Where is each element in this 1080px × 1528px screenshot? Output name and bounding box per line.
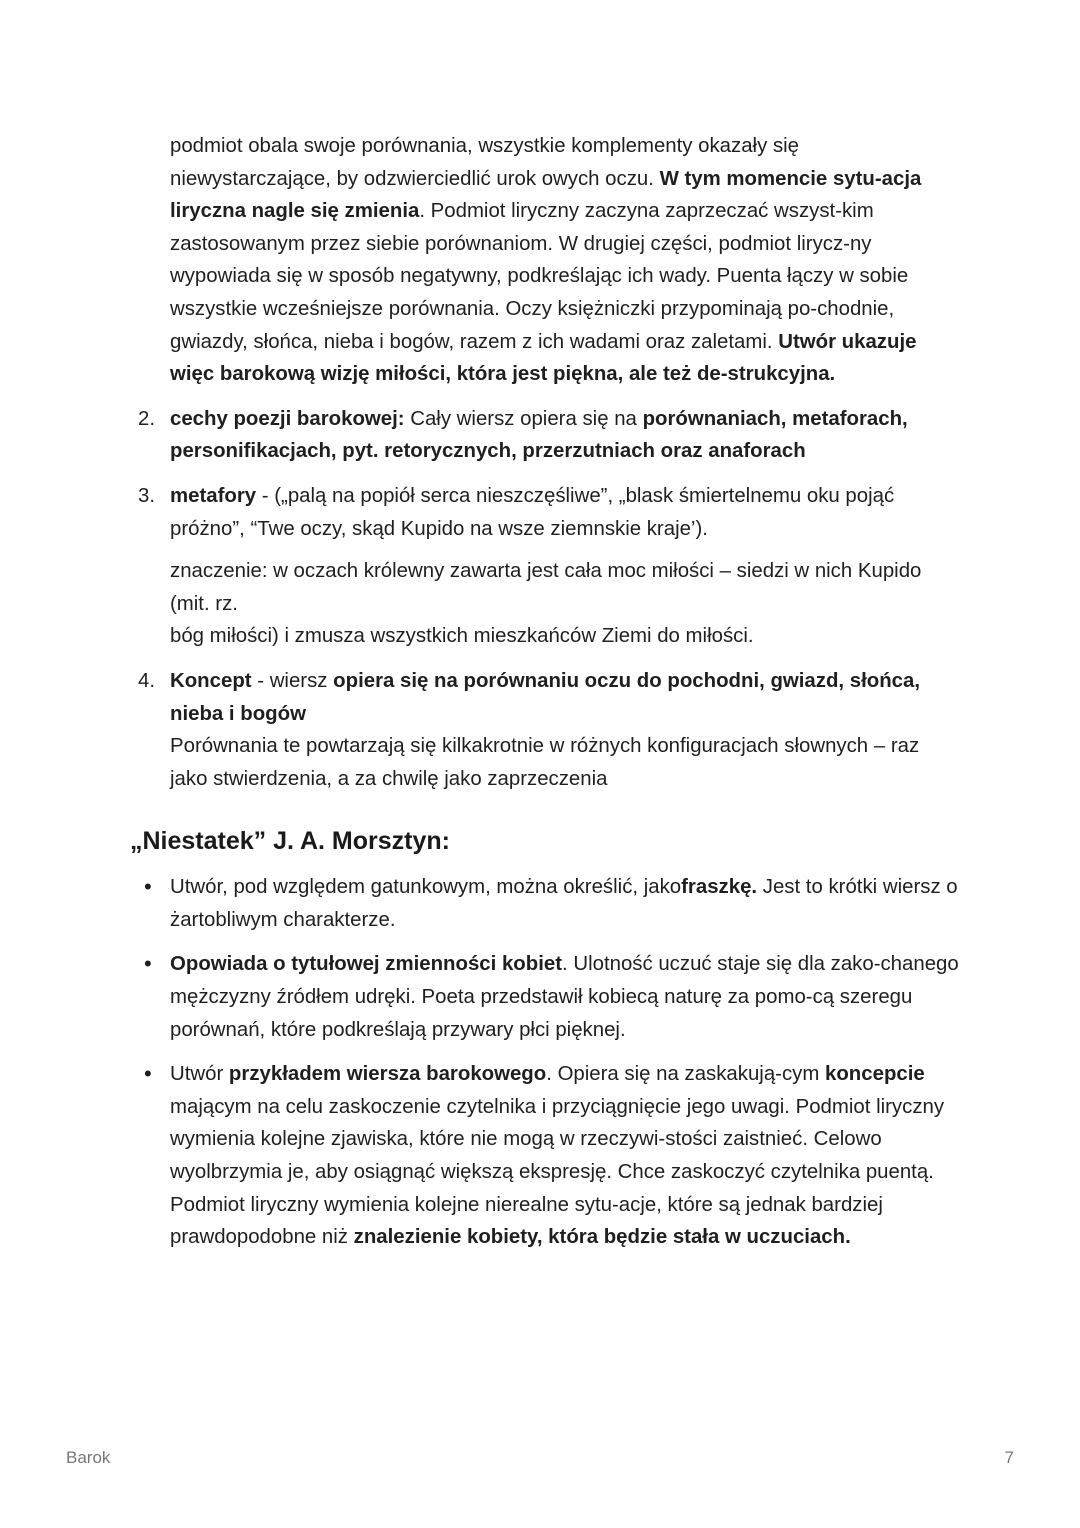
page-number: 7 <box>1004 1448 1014 1467</box>
list-item-3 <box>138 480 960 545</box>
intro-paragraph <box>170 130 960 391</box>
bullet-dot-icon: • <box>144 951 152 977</box>
text-run-bold: fraszkę. <box>681 876 758 899</box>
list-number: 3. <box>138 484 156 507</box>
page-content <box>0 130 1080 1254</box>
list-item-2 <box>138 403 960 468</box>
text-run: . Podmiot liryczny zaczyna zaprzeczać wszyst-kim zastosowanym przez siebie porównaniom. W drugiej części, podmiot lirycz-ny wypowiada się w sposób negatywny, podkreślając ich wady. Puenta łączy w sobie wszystkie wcześniejsze porównania. Oczy księżniczki przypominają po-chodnie, gwiazdy, słońca, nieba i bogów, razem z ich wadami oraz zaletami. <box>170 200 909 353</box>
bullet-item <box>144 1058 960 1254</box>
bullet-item <box>144 948 960 1046</box>
text-run: . Opiera się na zaskakują-cym <box>546 1063 826 1086</box>
text-run-bold: Opowiada o tytułowej zmienności kobiet <box>170 953 563 976</box>
list-item-extra: Porównania te powtarzają się kilkakrotnie w różnych konfiguracjach słownych – raz jako stwierdzenia, a za chwilę jako zaprzeczenia <box>170 735 920 790</box>
list-number: 4. <box>138 669 156 692</box>
text-run-bold: cechy poezji barokowej: <box>170 407 405 430</box>
text-run-bold: znalezienie kobiety, która będzie stała w uczuciach. <box>353 1226 851 1249</box>
text-run: Utwór <box>170 1063 229 1086</box>
text-run-bold: opiera się na porównaniu oczu do pochodni, gwiazd, słońca, nieba i bogów <box>170 669 921 725</box>
list-item-4 <box>138 665 960 795</box>
text-run: Jest to krótki wiersz o żartobliwym charakterze. <box>170 876 958 931</box>
meaning-line: znaczenie: w oczach królewny zawarta jest cała moc miłości – siedzi w nich Kupido (mit. rz. <box>170 560 922 615</box>
bullet-item <box>144 871 960 936</box>
meaning-line: bóg miłości) i zmusza wszystkich mieszkańców Ziemi do miłości. <box>170 625 754 648</box>
text-run-bold: koncepcie <box>825 1063 925 1086</box>
meaning-note <box>170 555 960 653</box>
text-run: . Ulotność uczuć staje się dla zako-chanego mężczyzny źródłem udręki. Poeta przedstawił kobiecą naturę za pomo-cą szeregu porównań, które podkreślają przywary płci pięknej. <box>170 953 959 1041</box>
bullet-dot-icon: • <box>144 1061 152 1087</box>
text-run: Utwór, pod względem gatunkowym, można określić, jako <box>170 876 682 899</box>
text-run: - („palą na popiół serca nieszczęśliwe”, „blask śmiertelnemu oku pojąć próżno”, “Twe oczy, skąd Kupido na wsze ziemnskie kraje’). <box>170 484 895 540</box>
text-run-bold: Utwór ukazuje więc barokową wizję miłości, która jest piękna, ale też de-strukcyjna. <box>170 330 917 386</box>
text-run: podmiot obala swoje porównania, wszystkie komplementy okazały się niewystarczające, by odzwierciedlić urok owych oczu. <box>170 135 800 190</box>
list-number: 2. <box>138 407 156 430</box>
text-run-bold: przykładem wiersza barokowego <box>228 1063 547 1086</box>
text-run-bold: W tym momencie sytu-acja liryczna nagle się zmienia <box>170 167 922 223</box>
text-run-bold: metafory <box>170 484 257 507</box>
text-run-bold: Koncept <box>170 669 252 692</box>
text-run: - wiersz <box>251 669 334 692</box>
bullet-dot-icon: • <box>144 874 152 900</box>
text-run-bold: porównaniach, metaforach, personifikacjach, pyt. retorycznych, przerzutniach oraz anaforach <box>170 407 908 463</box>
section-heading: „Niestatek” J. A. Morsztyn: <box>130 827 450 856</box>
text-run: mającym na celu zaskoczenie czytelnika i przyciągnięcie jego uwagi. Podmiot liryczny wymienia kolejne zjawiska, które nie mogą w rzeczywi-stości zaistnieć. Celowo wyolbrzymia je, aby osiągnąć większą ekspresję. Chce zaskoczyć czytelnika puentą. Podmiot liryczny wymienia kolejne nierealne sytu-acje, które są jednak bardziej prawdopodobne niż <box>170 1095 945 1249</box>
footer-section-title: Barok <box>66 1448 111 1467</box>
text-run: Cały wiersz opiera się na <box>404 407 643 430</box>
